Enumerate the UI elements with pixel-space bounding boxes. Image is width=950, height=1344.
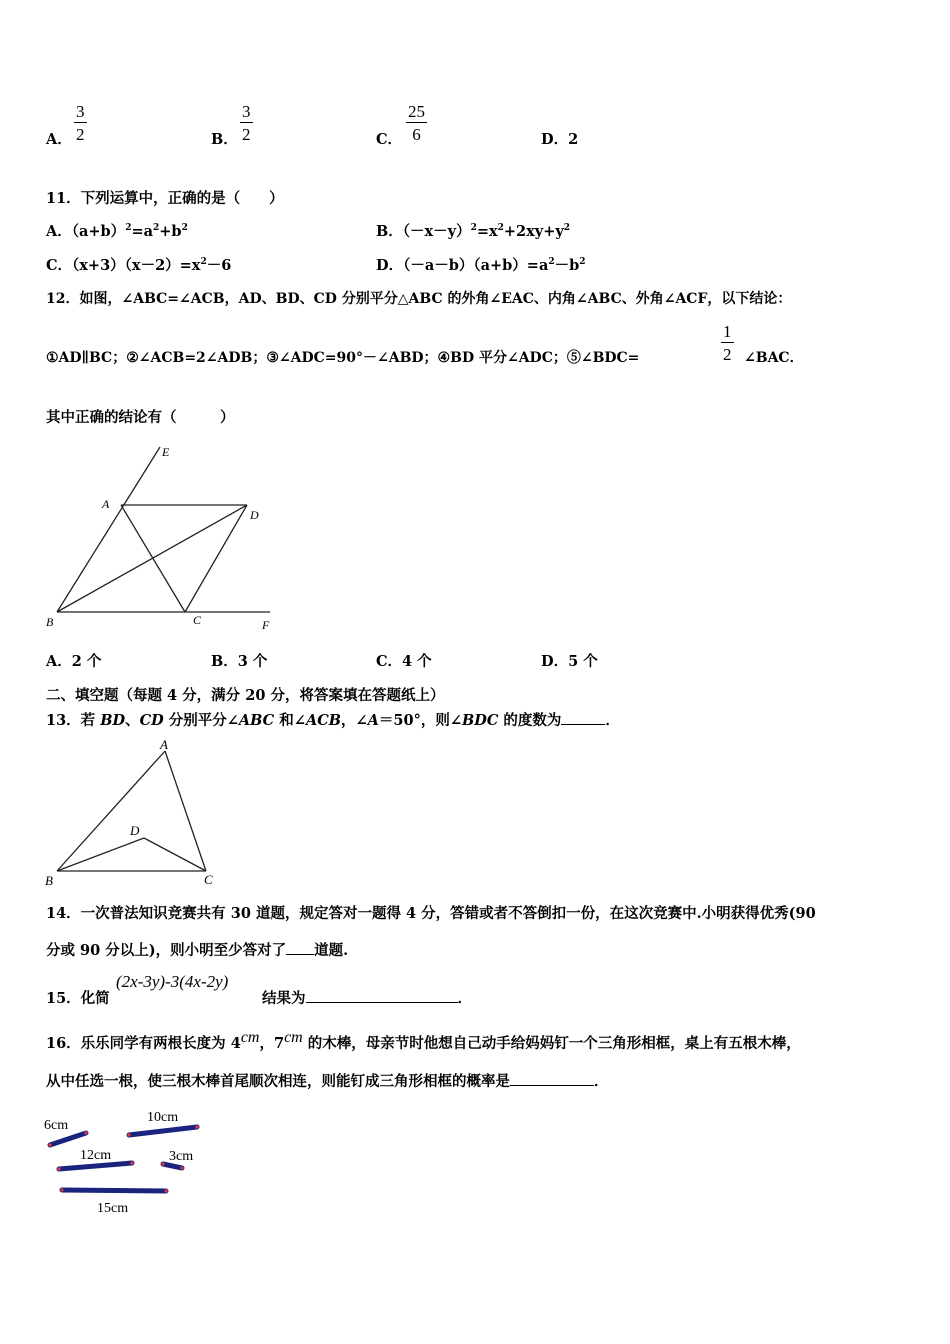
q11-b-rest2: +2xy+y (503, 223, 564, 240)
stick-6cm (50, 1133, 86, 1145)
q10-option-a-label: A． (46, 131, 72, 148)
q13-figure (40, 735, 230, 890)
line-be (57, 447, 160, 612)
q11-a-sup2: 2 (153, 223, 160, 234)
q10-option-b-label: B． (211, 131, 238, 148)
stick-end-dot (195, 1125, 198, 1128)
q13-var: A (367, 712, 379, 729)
q11-a-sup: 2 (125, 223, 132, 234)
answer-blank[interactable] (561, 712, 605, 725)
fraction-denominator: 2 (723, 345, 732, 364)
q11-a-rest: =a (131, 223, 153, 240)
q13-text: 、 (125, 712, 140, 729)
q16-sticks-figure (40, 1102, 220, 1222)
q15-text: 结果为 (262, 990, 306, 1007)
q14-text: 道题. (314, 942, 349, 959)
stick-label-12cm: 12cm (80, 1148, 112, 1163)
fraction-denominator: 6 (412, 125, 421, 144)
q12-option-a: A．2 个 (46, 653, 102, 670)
q15-prefix: 15．化简 (46, 990, 110, 1007)
q12-tail: ∠BAC． (744, 350, 804, 366)
q12-fraction (721, 323, 734, 363)
q11-c-rest: －6 (206, 257, 232, 274)
q16-text: ，7 (259, 1035, 285, 1052)
line-cd (185, 505, 247, 612)
q13-var: CD (139, 712, 164, 729)
line-bd (57, 838, 144, 871)
label-b: B (45, 873, 53, 888)
stick-end-dot (57, 1167, 60, 1170)
label-c: C (204, 872, 213, 887)
q16-text: 16．乐乐同学有两根长度为 4 (46, 1035, 241, 1052)
q12-option-d: D．5 个 (541, 653, 598, 670)
stick-end-dot (164, 1189, 167, 1192)
fraction-numerator: 3 (242, 102, 251, 121)
q13-text: 13．若 (46, 712, 101, 729)
q11-b-rest: =x (476, 223, 498, 240)
line-bd (57, 505, 247, 612)
q15-text: ． (457, 990, 472, 1007)
label-a: A (102, 497, 110, 511)
fraction-numerator: 25 (408, 102, 425, 121)
label-d: D (130, 823, 140, 838)
q11-c-sup: 2 (200, 257, 207, 268)
q10-option-a-fraction (74, 103, 87, 143)
stick-label-15cm: 15cm (97, 1201, 129, 1216)
q13-text: 的度数为 (498, 712, 562, 729)
q14-line2 (46, 939, 348, 960)
q16-line1 (46, 1029, 801, 1053)
q10-option-b-fraction (240, 103, 253, 143)
q16-text: 的木棒，母亲节时他想自己动手给妈妈钉一个三角形相框，桌上有五根木棒， (302, 1035, 801, 1052)
q16-line2 (46, 1070, 609, 1091)
q12-figure (40, 440, 280, 635)
q13-stem (46, 709, 620, 730)
q12-option-c: C．4 个 (376, 653, 432, 670)
q12-conclusions-text: ①AD∥BC；②∠ACB=2∠ADB；③∠ADC=90°－∠ABD；④BD 平分∠ADC；⑤∠BDC= (46, 350, 640, 366)
label-b: B (46, 615, 54, 629)
q13-var: ABC (238, 712, 275, 729)
stick-end-dot (48, 1143, 51, 1146)
label-c: C (193, 613, 202, 627)
q11-c-text: C．（x+3）（x－2）=x (46, 257, 201, 274)
stick-label-10cm: 10cm (147, 1110, 179, 1125)
q11-d-sup2: 2 (579, 257, 586, 268)
q13-text: ＝50°，则∠ (378, 712, 462, 729)
q11-a-sup3: 2 (181, 223, 188, 234)
q11-option-d (376, 254, 586, 275)
stick-end-dot (127, 1133, 130, 1136)
q13-text: 和∠ (274, 712, 306, 729)
label-a: A (160, 737, 168, 752)
stick-end-dot (84, 1131, 87, 1134)
answer-blank[interactable] (510, 1073, 594, 1086)
q16-unit: cm (240, 1029, 260, 1046)
stick-10cm (129, 1127, 197, 1135)
section-title: 二、填空题（每题 4 分，满分 20 分，将答案填在答题纸上） (46, 687, 445, 704)
q16-unit: cm (284, 1029, 303, 1046)
answer-blank[interactable] (286, 942, 314, 955)
fraction-denominator: 2 (242, 125, 251, 144)
q11-b-sup3: 2 (563, 223, 571, 234)
q12-ask: 其中正确的结论有（ ） (46, 409, 235, 426)
fraction-numerator: 1 (723, 322, 732, 341)
q11-option-b (376, 220, 570, 241)
q16-text: ． (594, 1073, 609, 1090)
q13-var: BDC (461, 712, 499, 729)
q13-text: 分别平分∠ (163, 712, 239, 729)
label-f: F (262, 618, 270, 632)
q15-suffix (262, 987, 472, 1008)
q11-d-sup: 2 (548, 257, 555, 268)
label-e: E (162, 445, 170, 459)
q10-option-c-label: C． (376, 131, 403, 148)
stick-label-6cm: 6cm (44, 1118, 69, 1133)
q11-option-a (46, 220, 188, 241)
q11-stem: 11．下列运算中，正确的是（ ） (46, 190, 284, 207)
q12-option-b: B．3 个 (211, 653, 268, 670)
line-ab (57, 751, 165, 871)
q12-conclusions (46, 347, 639, 367)
q10-option-d: D．2 (541, 131, 579, 148)
q11-b-sup2: 2 (497, 223, 504, 234)
stick-end-dot (130, 1161, 133, 1164)
answer-blank[interactable] (306, 990, 458, 1003)
q13-var: BD (100, 712, 126, 729)
fraction-denominator: 2 (76, 125, 85, 144)
q14-line1: 14．一次普法知识竞赛共有 30 道题，规定答对一题得 4 分，答错或者不答倒扣一份，在这次竞赛中.小明获得优秀(90 (46, 905, 816, 922)
stick-label-3cm: 3cm (169, 1149, 194, 1164)
q11-a-text: A．（a+b） (46, 223, 126, 240)
q11-b-text: B．（－x－y） (376, 223, 471, 240)
q13-text: ，∠ (340, 712, 368, 729)
stick-end-dot (180, 1166, 183, 1169)
q14-text: 分或 90 分以上)，则小明至少答对了 (46, 942, 287, 959)
q10-option-c-fraction (406, 103, 427, 143)
stick-3cm (163, 1164, 182, 1168)
q11-d-text: D．（－a－b）（a+b）=a (376, 257, 549, 274)
stick-end-dot (161, 1162, 164, 1165)
stick-15cm (62, 1190, 166, 1191)
q12-stem: 12．如图，∠ABC=∠ACB，AD、BD、CD 分别平分△ABC 的外角∠EAC、内角∠ABC、外角∠ACF，以下结论： (46, 291, 792, 307)
q16-text: 从中任选一根，使三根木棒首尾顺次相连，则能钉成三角形相框的概率是 (46, 1073, 510, 1090)
fraction-numerator: 3 (76, 102, 85, 121)
stick-12cm (59, 1163, 132, 1169)
label-d: D (250, 508, 259, 522)
q11-d-rest: －b (554, 257, 580, 274)
q11-a-rest2: +b (159, 223, 182, 240)
stick-end-dot (60, 1188, 63, 1191)
q11-option-c (46, 254, 231, 275)
q13-text: ． (605, 712, 620, 729)
q15-expression: (2x-3y)-3(4x-2y) (116, 972, 229, 991)
q13-var: ACB (305, 712, 341, 729)
q11-b-sup: 2 (470, 223, 477, 234)
